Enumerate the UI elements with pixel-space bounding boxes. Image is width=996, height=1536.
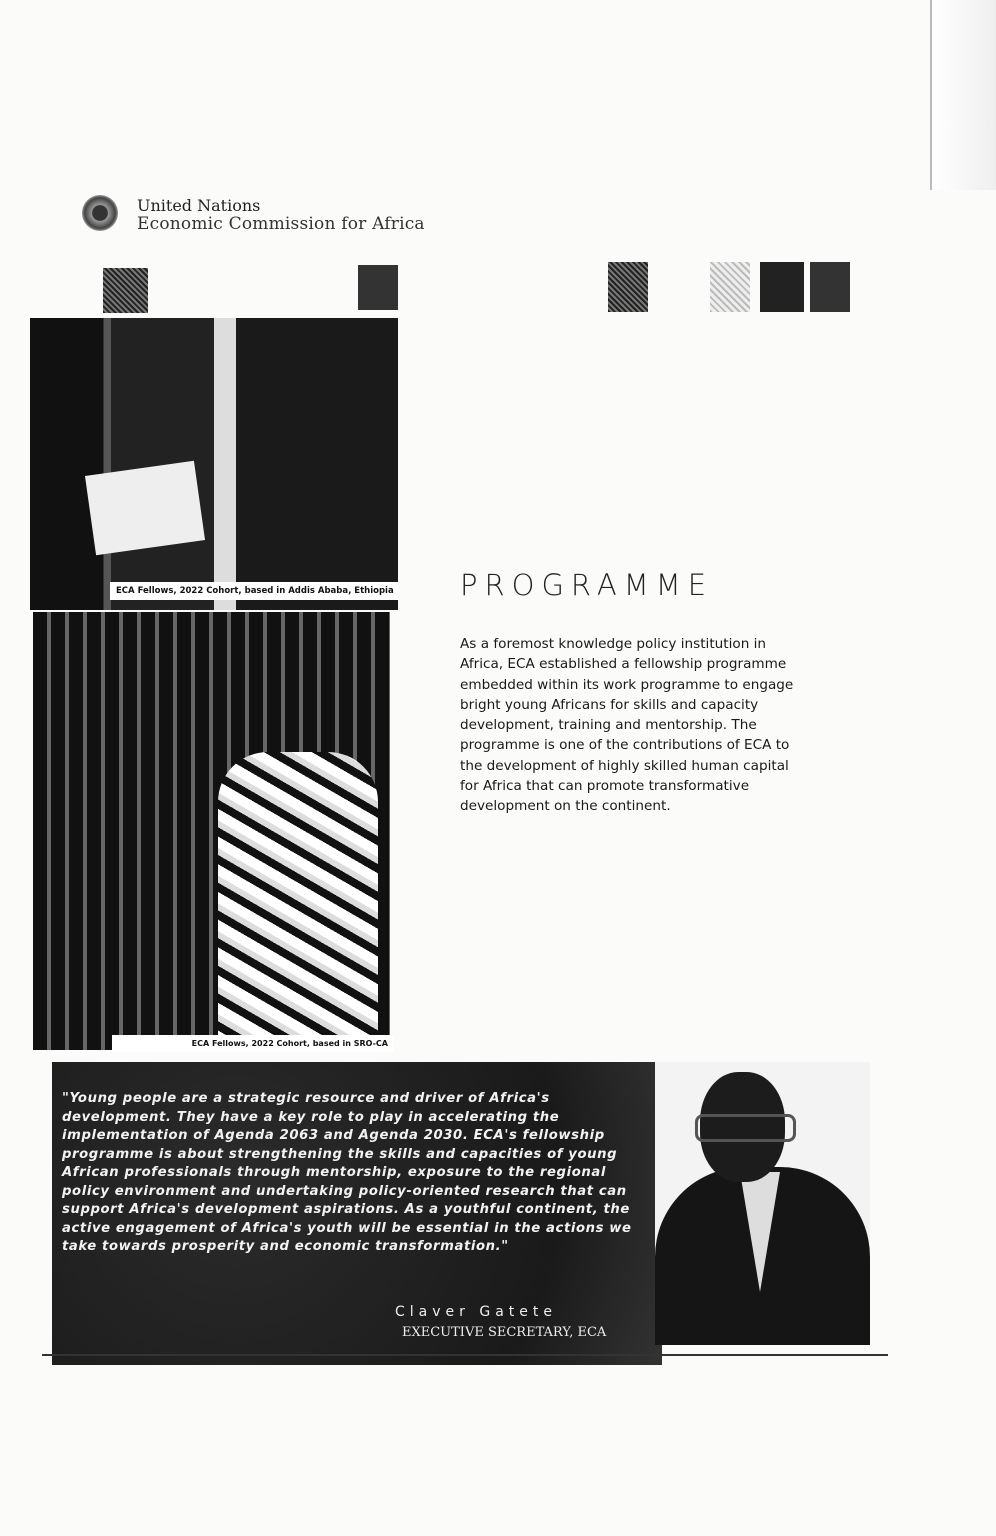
section-heading: PROGRAMME [460, 568, 714, 602]
quote-text: "Young people are a strategic resource and driver of Africa's development. They have a key role to play in accelerating the implementation of Agenda 2063 and Agenda 2030. ECA's fellowship programme is about strengthening the skills and capacities of young African professionals through mentorship, exposure to the regional policy environment and undertaking policy-oriented research that can support Africa's development aspirations. As a youthful continent, the active engagement of Africa's youth will be essential in the actions we take towards prosperity and economic transformation." [62, 1091, 632, 1254]
decorative-square [760, 262, 804, 312]
un-emblem-icon [82, 195, 118, 231]
photo-caption: ECA Fellows, 2022 Cohort, based in SRO-CA [112, 1035, 394, 1052]
org-line2: Economic Commission for Africa [137, 214, 425, 234]
divider [42, 1354, 888, 1356]
decorative-square [358, 265, 398, 310]
decorative-square [608, 262, 648, 312]
fellows-photo-addis [30, 318, 398, 610]
decorative-square [710, 262, 750, 312]
quote-author-title: EXECUTIVE SECRETARY, ECA [402, 1325, 607, 1340]
page-fold [930, 0, 996, 190]
quote-box [52, 1062, 662, 1365]
executive-secretary-portrait [655, 1062, 870, 1345]
photo-caption: ECA Fellows, 2022 Cohort, based in Addis Ababa, Ethiopia [110, 582, 398, 600]
decorative-square [103, 268, 148, 313]
organization-name [137, 197, 425, 233]
fellows-photo-sro-ca [33, 612, 390, 1050]
section-body: As a foremost knowledge policy institution in Africa, ECA established a fellowship programme embedded within its work programme to engage bright young Africans for skills and capacity development, training and mentorship. The programme is one of the contributions of ECA to the development of highly skilled human capital for Africa that can promote transformative development on the continent. [460, 636, 794, 815]
decorative-square [810, 262, 850, 312]
quote-author: Claver Gatete [395, 1304, 557, 1320]
org-line1: United Nations [137, 196, 261, 215]
